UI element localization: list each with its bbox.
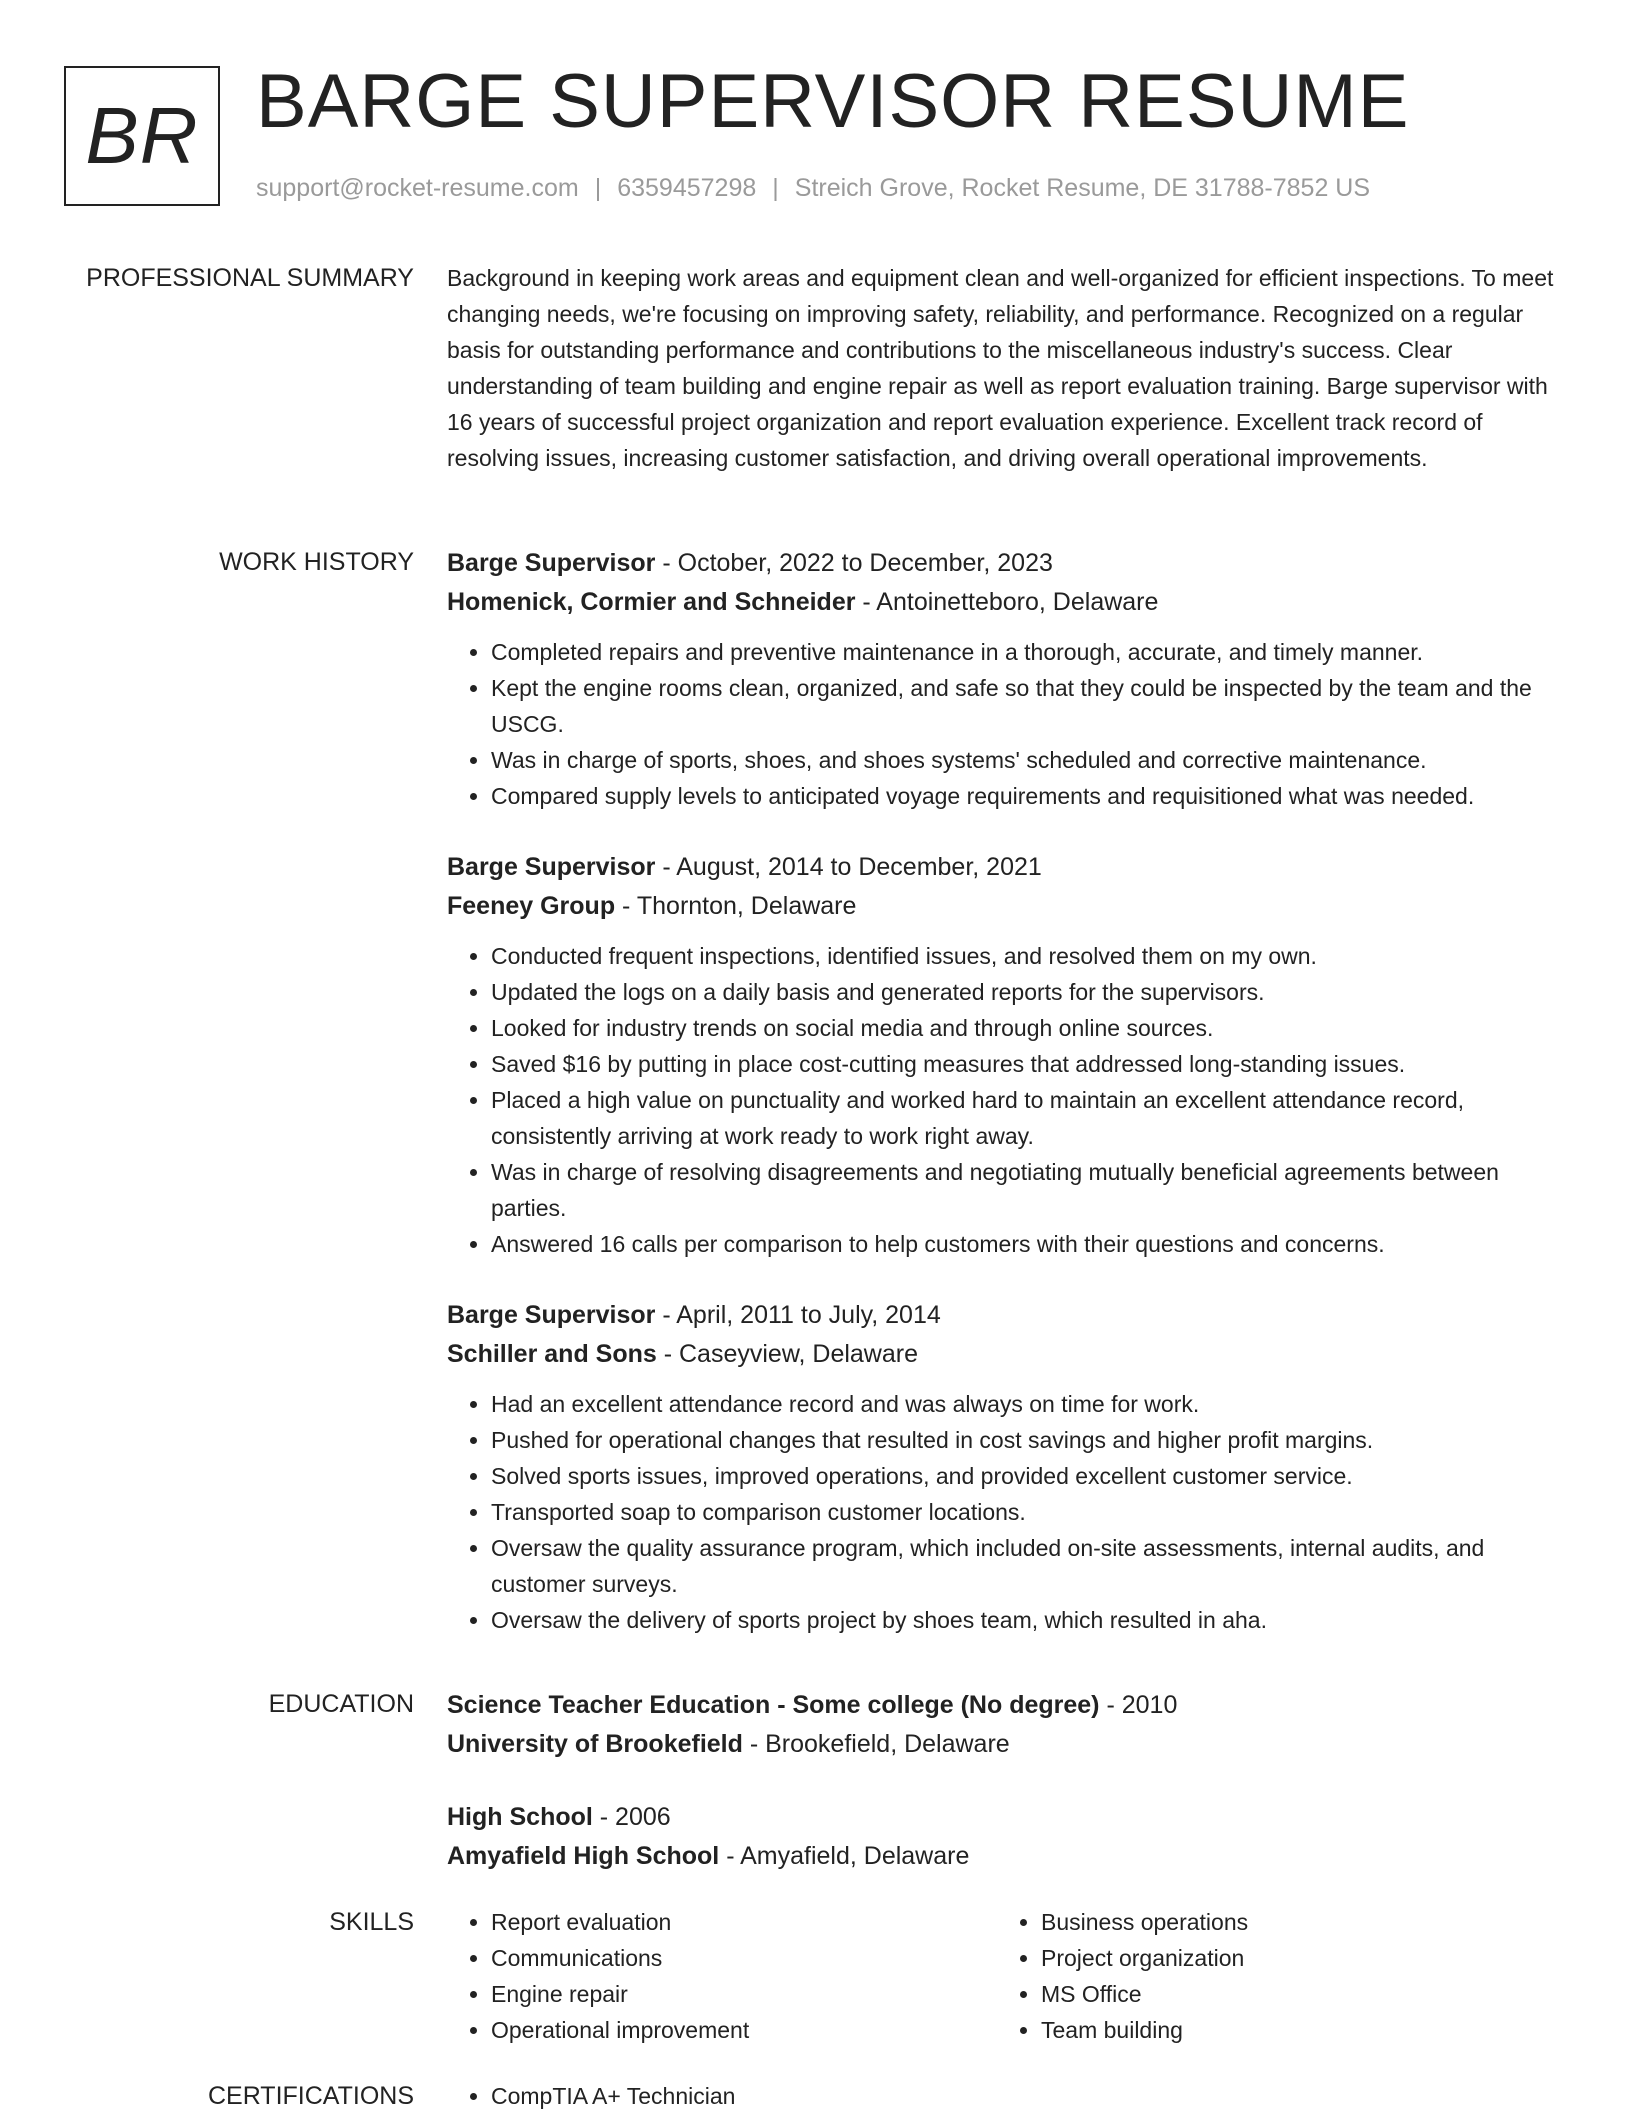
job-bullet: • Transported soap to comparison customer locations. [491, 1494, 1567, 1530]
job-company: Schiller and Sons [447, 1340, 657, 1368]
skill-item: • Project organization [1041, 1940, 1547, 1976]
job-title-line [447, 544, 1567, 583]
job-location: - Antoinetteboro, Delaware [855, 588, 1159, 616]
job-bullets [447, 938, 1567, 1262]
education-year: - 2006 [592, 1803, 671, 1831]
section-label-summary: PROFESSIONAL SUMMARY [86, 264, 414, 292]
job-company: Homenick, Cormier and Schneider [447, 588, 856, 616]
job-entry [447, 1296, 1567, 1638]
job-title-line [447, 1296, 1567, 1335]
job-bullet: • Oversaw the quality assurance program, which included on-site assessments, internal audits, and customer surveys. [491, 1530, 1567, 1602]
section-label-skills: SKILLS [329, 1908, 414, 1936]
education-entry [447, 1686, 1567, 1764]
resume-title: BARGE SUPERVISOR RESUME [256, 59, 1410, 144]
contact-separator: | [594, 174, 602, 202]
skill-item: • Operational improvement [491, 2012, 997, 2048]
job-title-line [447, 848, 1567, 887]
education-degree: High School [447, 1803, 593, 1831]
job-title: Barge Supervisor [447, 1301, 656, 1329]
section-label-education: EDUCATION [268, 1690, 414, 1718]
skills-column-left [447, 1904, 997, 2048]
job-bullet: • Answered 16 calls per comparison to help customers with their questions and concerns. [491, 1226, 1567, 1262]
skill-item: • Business operations [1041, 1904, 1547, 1940]
education-school-line [447, 1837, 1567, 1876]
contact-line [256, 174, 1370, 203]
skill-item: • Team building [1041, 2012, 1547, 2048]
job-bullet: • Looked for industry trends on social media and through online sources. [491, 1010, 1567, 1046]
contact-phone: 6359457298 [617, 174, 757, 202]
job-bullet: • Solved sports issues, improved operations, and provided excellent customer service. [491, 1458, 1567, 1494]
monogram-box [64, 66, 220, 206]
job-dates: - April, 2011 to July, 2014 [655, 1301, 941, 1329]
job-bullet: • Had an excellent attendance record and was always on time for work. [491, 1386, 1567, 1422]
job-company: Feeney Group [447, 892, 616, 920]
education-degree: Science Teacher Education - Some college (No degree) [447, 1691, 1100, 1719]
job-bullet: • Oversaw the delivery of sports project by shoes team, which resulted in aha. [491, 1602, 1567, 1638]
job-bullet: • Was in charge of resolving disagreements and negotiating mutually beneficial agreements between parties. [491, 1154, 1567, 1226]
education-year: - 2010 [1099, 1691, 1178, 1719]
job-bullets [447, 1386, 1567, 1638]
job-bullet: • Completed repairs and preventive maintenance in a thorough, accurate, and timely manner. [491, 634, 1567, 670]
skills-column-right [997, 1904, 1547, 2048]
job-bullet: • Placed a high value on punctuality and worked hard to maintain an excellent attendance record, consistently arriving at work ready to work right away. [491, 1082, 1567, 1154]
education-school-line [447, 1725, 1567, 1764]
education-degree-line [447, 1686, 1567, 1725]
job-company-line [447, 887, 1567, 926]
job-dates: - October, 2022 to December, 2023 [655, 549, 1053, 577]
job-title: Barge Supervisor [447, 549, 656, 577]
education-degree-line [447, 1798, 1567, 1837]
skill-item: • Communications [491, 1940, 997, 1976]
skill-item: • Report evaluation [491, 1904, 997, 1940]
education-school: Amyafield High School [447, 1842, 720, 1870]
job-location: - Caseyview, Delaware [656, 1340, 918, 1368]
skills-grid [447, 1904, 1567, 2048]
job-bullet: • Was in charge of sports, shoes, and shoes systems' scheduled and corrective maintenance. [491, 742, 1567, 778]
education-location: - Amyafield, Delaware [719, 1842, 970, 1870]
contact-email: support@rocket-resume.com [256, 174, 579, 202]
job-bullets [447, 634, 1567, 814]
job-bullet: • Kept the engine rooms clean, organized, and safe so that they could be inspected by the team and the USCG. [491, 670, 1567, 742]
education-school: University of Brookefield [447, 1730, 743, 1758]
job-title: Barge Supervisor [447, 853, 656, 881]
education-location: - Brookefield, Delaware [742, 1730, 1010, 1758]
contact-separator: | [772, 174, 779, 202]
job-dates: - August, 2014 to December, 2021 [655, 853, 1042, 881]
job-bullet: • Pushed for operational changes that resulted in cost savings and higher profit margins. [491, 1422, 1567, 1458]
job-bullet: • Updated the logs on a daily basis and generated reports for the supervisors. [491, 974, 1567, 1010]
education-entry [447, 1798, 1567, 1876]
skill-item: • Engine repair [491, 1976, 997, 2012]
certification-item: • CompTIA A+ Technician [491, 2078, 1567, 2114]
monogram-initials: BR [85, 91, 199, 180]
job-entry [447, 544, 1567, 814]
job-bullet: • Saved $16 by putting in place cost-cutting measures that addressed long-standing issues. [491, 1046, 1567, 1082]
job-company-line [447, 583, 1567, 622]
section-label-work: WORK HISTORY [219, 548, 414, 576]
job-company-line [447, 1335, 1567, 1374]
summary-text: Background in keeping work areas and equipment clean and well-organized for efficient inspections. To meet changing needs, we're focusing on improving safety, reliability, and performance. Recognized on a regular basis for outstanding performance and contributions to the miscellaneous industry's success. Clear understanding of team building and engine repair as well as report evaluation training. Barge supervisor with 16 years of successful project organization and report evaluation experience. Excellent track record of resolving issues, increasing customer satisfaction, and driving overall operational improvements. [447, 265, 1554, 471]
job-entry [447, 848, 1567, 1262]
job-bullet: • Compared supply levels to anticipated voyage requirements and requisitioned what was needed. [491, 778, 1567, 814]
section-label-certifications: CERTIFICATIONS [207, 2082, 414, 2110]
job-bullet: • Conducted frequent inspections, identified issues, and resolved them on my own. [491, 938, 1567, 974]
contact-address: Streich Grove, Rocket Resume, DE 31788-7852 US [794, 174, 1371, 202]
skill-item: • MS Office [1041, 1976, 1547, 2012]
job-location: - Thornton, Delaware [615, 892, 857, 920]
